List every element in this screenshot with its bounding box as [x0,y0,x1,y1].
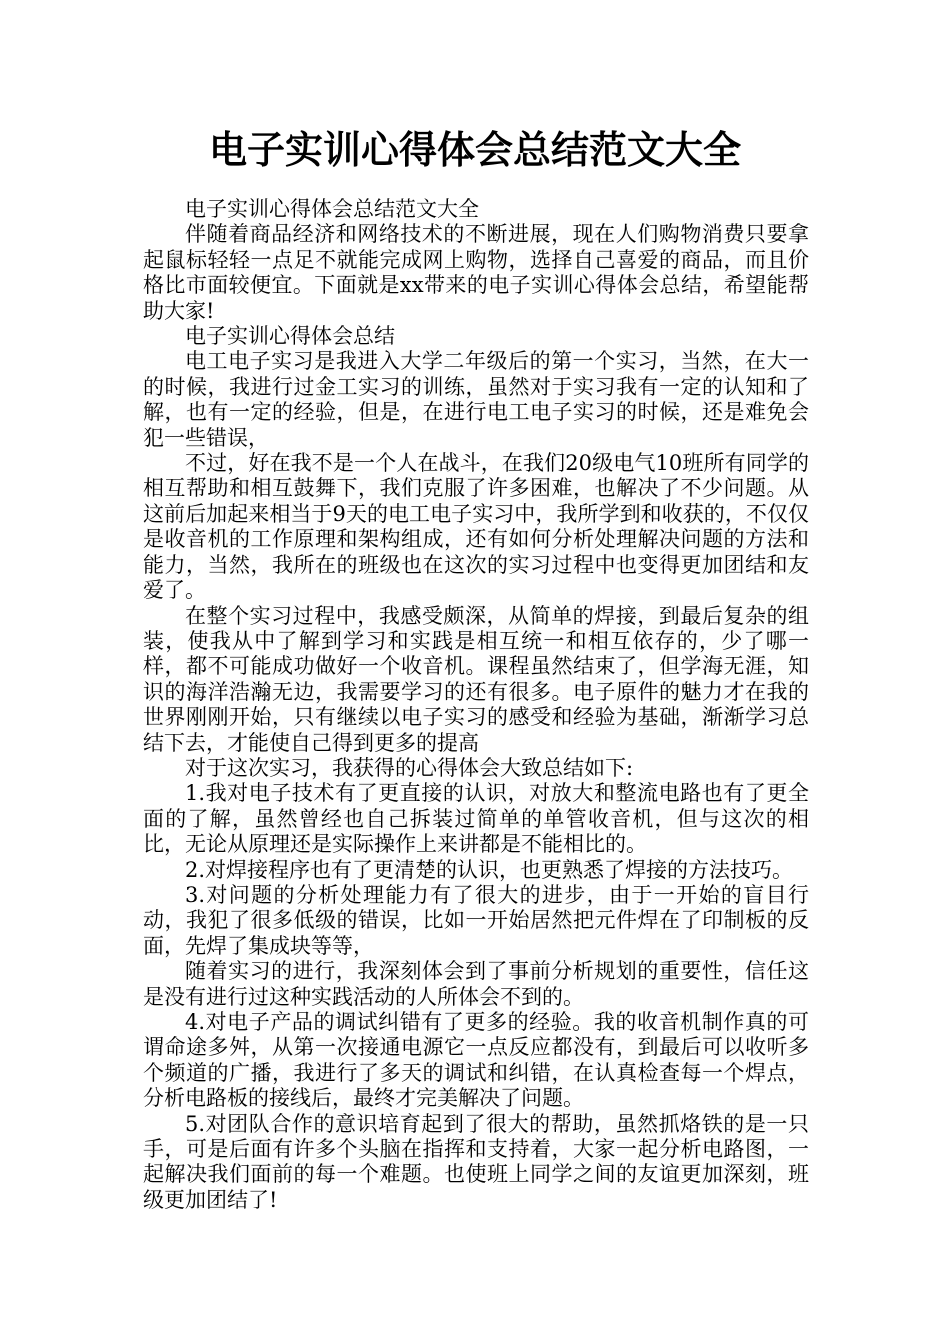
list-item: 4.对电子产品的调试纠错有了更多的经验。我的收音机制作真的可谓命途多舛，从第一次接通电源它一点反应都没有，到最后可以收听多个频道的广播，我进行了多天的调试和纠错，在认真检查每一个焊点，分析电路板的接线后，最终才完美解决了问题。 [143,1010,809,1111]
list-item: 2.对焊接程序也有了更清楚的认识，也更熟悉了焊接的方法技巧。 [185,857,794,882]
list-item: 1.我对电子技术有了更直接的认识，对放大和整流电路也有了更全面的了解，虽然曾经也自己拆装过简单的单管收音机，但与这次的相比，无论从原理还是实际操作上来讲都是不能相比的。 [143,781,809,857]
paragraph: 对于这次实习，我获得的心得体会大致总结如下: [185,755,634,780]
paragraph: 电工电子实习是我进入大学二年级后的第一个实习，当然，在大一的时候，我进行过金工实习的训练，虽然对于实习我有一定的认知和了解，也有一定的经验，但是，在进行电工电子实习的时候，还是难免会犯一些错误， [143,349,809,450]
paragraph: 随着实习的进行，我深刻体会到了事前分析规划的重要性，信任这是没有进行过这种实践活动的人所体会不到的。 [143,959,809,1009]
paragraph: 在整个实习过程中，我感受颇深，从简单的焊接，到最后复杂的组装，使我从中了解到学习和实践是相互统一和相互依存的，少了哪一样，都不可能成功做好一个收音机。课程虽然结束了，但学海无涯，知识的海洋浩瀚无边，我需要学习的还有很多。电子原件的魅力才在我的世界刚刚开始，只有继续以电子实习的感受和经验为基础，渐渐学习总结下去，才能使自己得到更多的提高 [143,603,809,755]
document-body [143,197,809,1213]
paragraph-heading: 电子实训心得体会总结范文大全 [185,197,479,221]
paragraph-intro: 伴随着商品经济和网络技术的不断进展，现在人们购物消费只要拿起鼠标轻轻一点足不就能完成网上购物，选择自己喜爱的商品，而且价格比市面较便宜。下面就是xx带来的电子实训心得体会总结，希望能帮助大家! [143,222,809,323]
paragraph: 不过，好在我不是一个人在战斗，在我们20级电气10班所有同学的相互帮助和相互鼓舞下，我们克服了许多困难，也解决了不少问题。从这前后加起来相当于9天的电工电子实习中，我所学到和收获的，不仅仅是收音机的工作原理和架构组成，还有如何分析处理解决问题的方法和能力，当然，我所在的班级也在这次的实习过程中也变得更加团结和友爱了。 [143,451,809,603]
list-item: 5.对团队合作的意识培育起到了很大的帮助，虽然抓烙铁的是一只手，可是后面有许多个头脑在指挥和支持着，大家一起分析电路图，一起解决我们面前的每一个难题。也使班上同学之间的友谊更加深刻，班级更加团结了! [143,1111,809,1212]
paragraph-subheading: 电子实训心得体会总结 [185,324,395,349]
list-item: 3.对问题的分析处理能力有了很大的进步，由于一开始的盲目行动，我犯了很多低级的错误，比如一开始居然把元件焊在了印制板的反面，先焊了集成块等等， [143,882,809,958]
document-title: 电子实训心得体会总结范文大全 [208,128,741,172]
